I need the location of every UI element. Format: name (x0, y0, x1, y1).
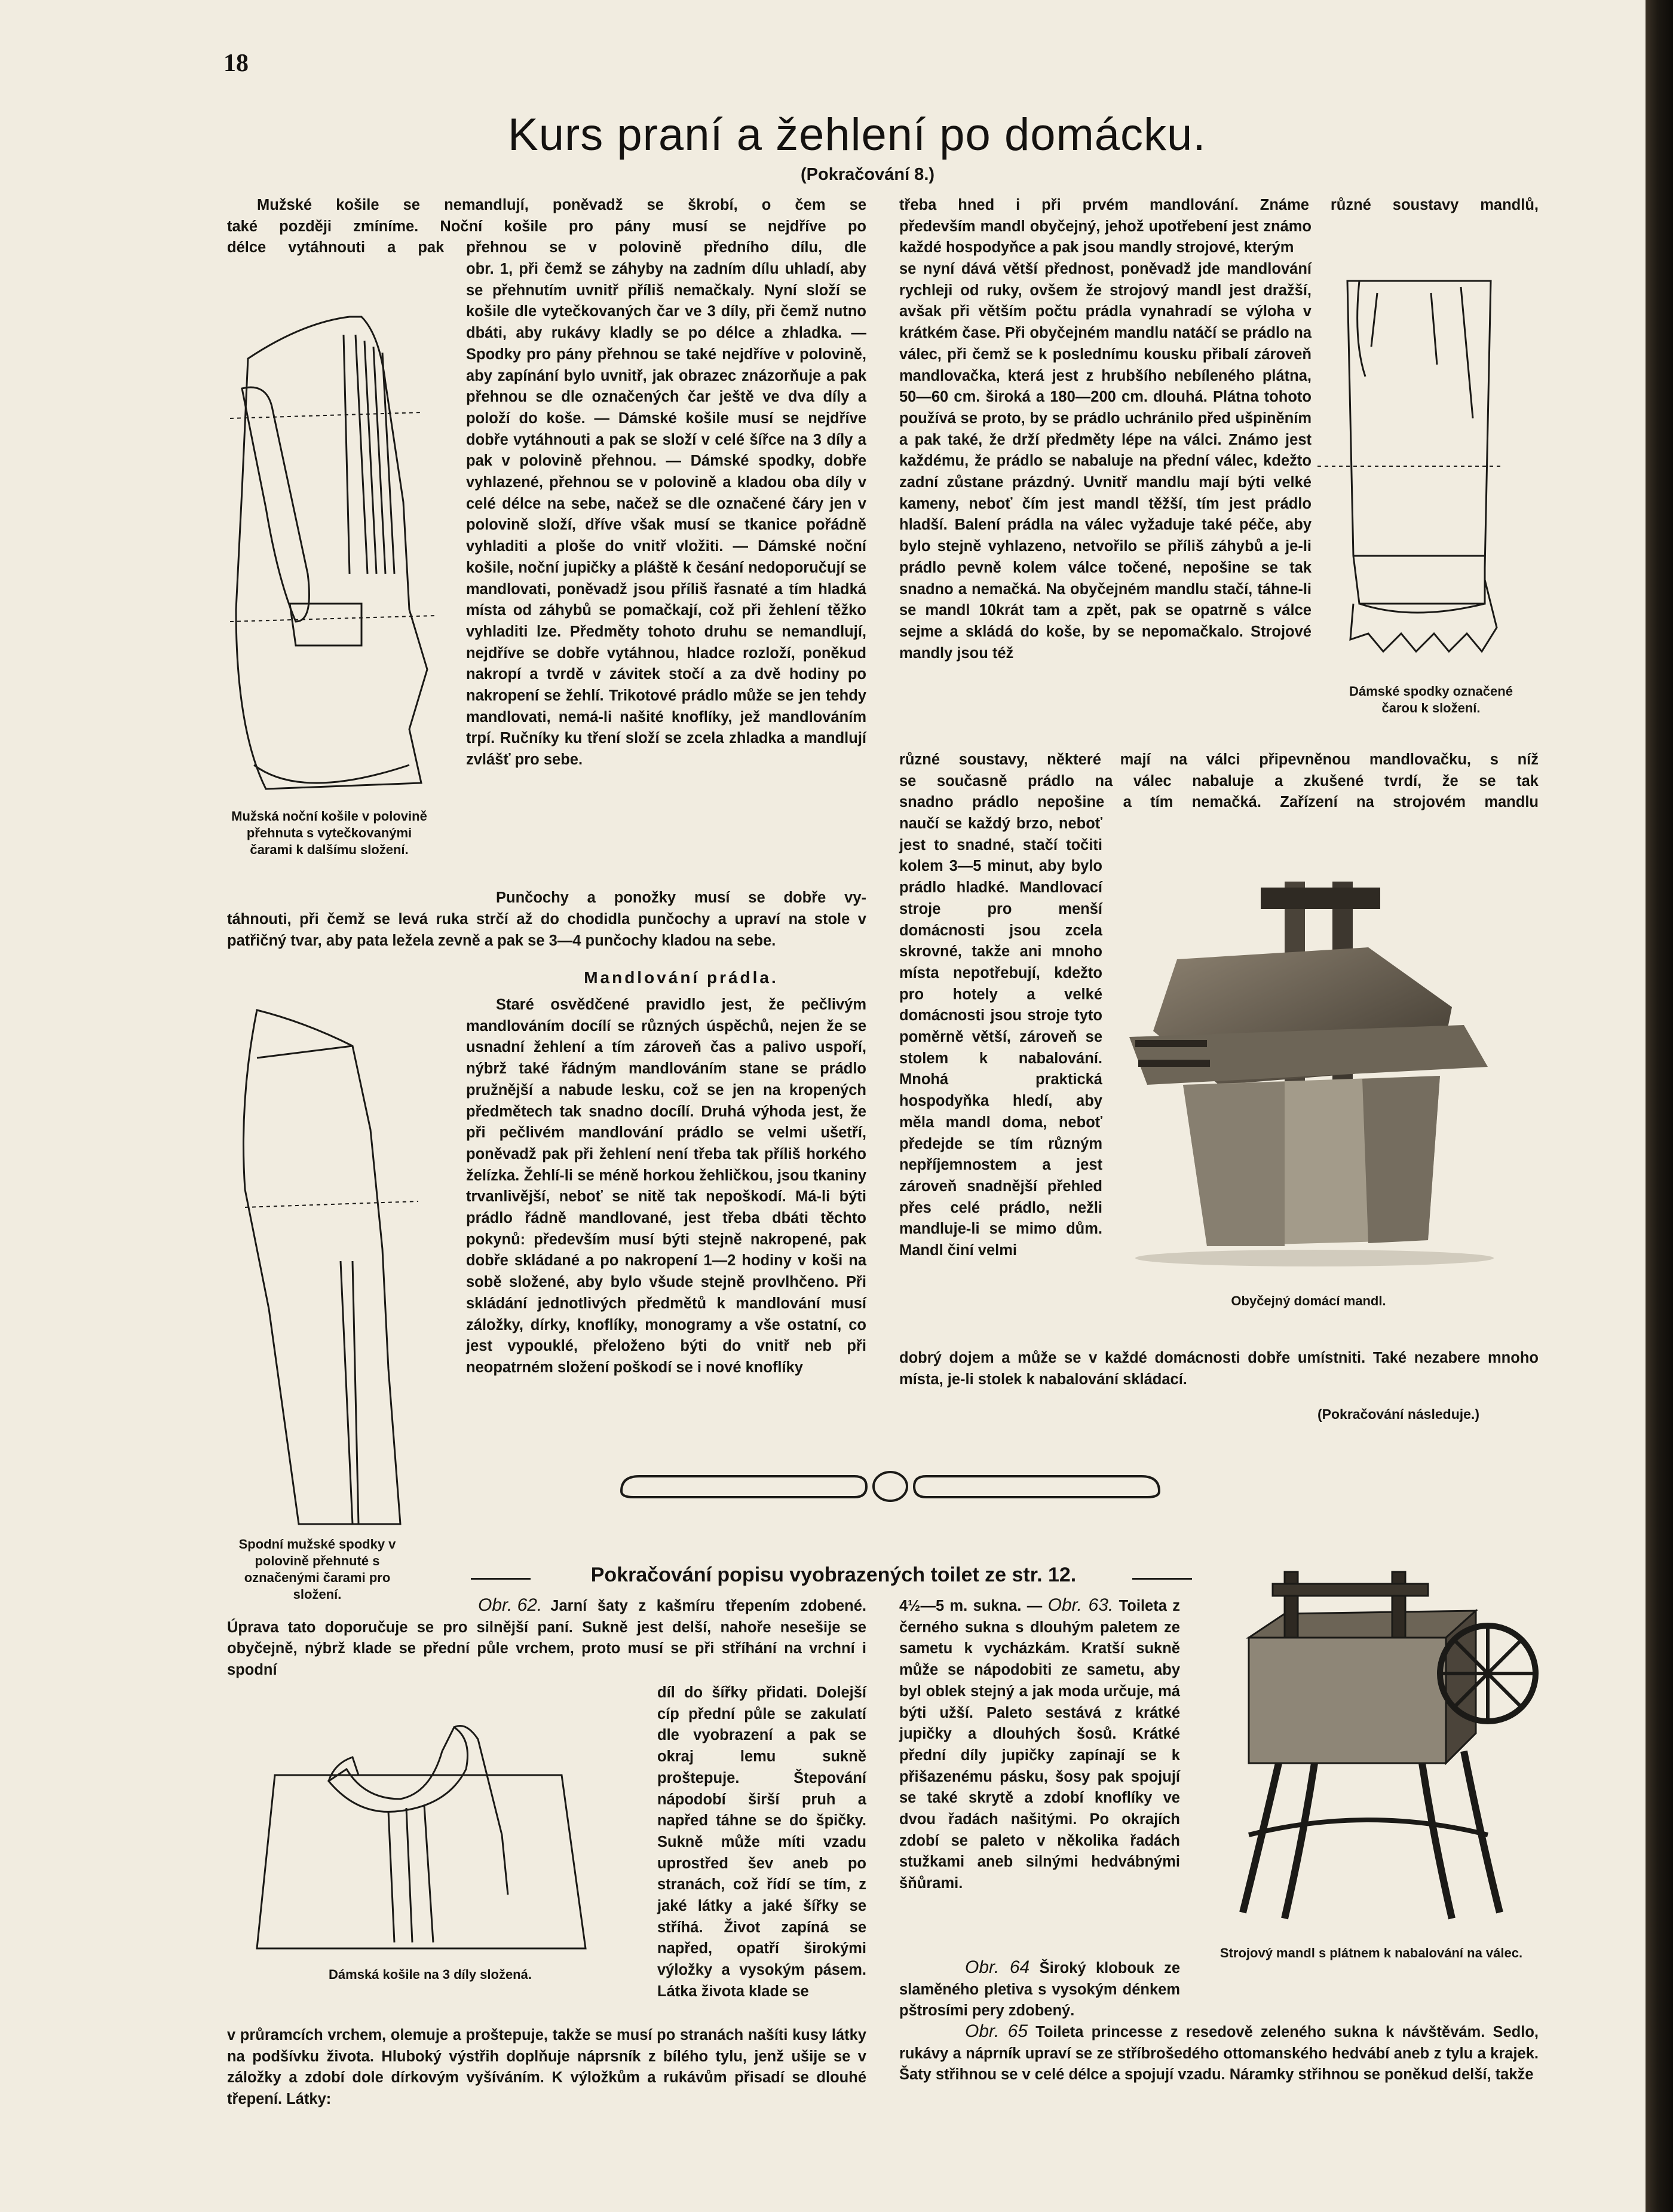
nightshirt-illustration (230, 311, 439, 795)
obr62-narrow: díl do šířky přidati. Dolejší cíp přední půle se zakulatí dle vyobrazení a pak se okraj lemu sukně proštepuje. Štepování nápodobí širší pruh a napřed táhne se do špičky. Sukně může míti vzadu uprostřed šev aneb po stranách, což řídí se tím, z jaké látky a jaké šířky se stříhá. Život zapíná se napřed, opatří širokými výložky a vysokým pásem. Látka života klade se (657, 1684, 866, 2000)
page-number: 18 (223, 50, 249, 77)
continued-note: (Pokračování následuje.) (1317, 1406, 1479, 1422)
obr64-block (899, 1957, 1180, 2022)
obr64-text: Široký klobouk ze slaměného pletiva s vysokým dénkem pštrosími pery zdobený. (899, 1960, 1180, 2020)
machine-mangle-caption: Strojový mandl s plátnem k nabalování na válec. (1219, 1945, 1523, 1960)
left-col-stockings-cont: táhnouti, při čemž se levá ruka strčí až do chodidla punčochy a upraví na stole v patřičný tvar, aby pata ležela zevně a pak se 3—4 punčochy kladou na sebe. (227, 911, 866, 949)
obr62-text: Jarní šaty z kašmíru třepením zdobené. Úprava tato doporučuje se pro silnější paní. Sukně jest delší, nahoře nesešije se obyčejně, nýbrž klade se přední půle vrchem, proto musí se při stříhání na vrchní i spodní (227, 1598, 866, 1679)
left-col-intro (227, 195, 866, 259)
plain-mangle-illustration (1105, 870, 1500, 1264)
right-col-narrow-text: se nyní dává větší přednost, poněvadž jde mandlování rychleji od ruky, ovšem že strojový mandl jest dražší, avšak při větším počtu prádla vynahradí se výloha v krátkém čase. Při obyčejném mandlu natáčí se prádlo na válec, při čemž se k poslednímu kousku přibalí zároveň mandlovačka, která jest z hrubšího nebíleného plátna, 50—60 cm. široká a 180—200 cm. dlouhá. Plátna tohoto používá se proto, by se prádlo uchránilo před ušpiněním a pak také, že drží předměty lépe na válci. Známo jest každému, že prádlo se nabaluje na přední válec, kdežto zadní zůstane prázdný. Uvnitř mandlu mají býti velké kameny, neboť čím jest mandl těžší, tím jest prádlo hladší. Balení prádla na válec vyžaduje také péče, aby bylo stejně vyhlazeno, netvořilo se příliš záhybů a je-li prádlo pevně kolem válce točené, nepošine se tak snadno a nemačká. Na obyčejném mandlu stačí, táhne-li se mandl 10krát tam a zpět, pak se opatrně s válce sejme a skládá do koše, by se nepomačkalo. Strojové mandly jsou též (899, 261, 1312, 662)
right-col-mangle-text: naučí se každý brzo, neboť jest to snadné, stačí točiti kolem 3—5 minut, aby bylo prádlo hladké. Mandlovací stroje pro menší domácnosti jsou zcela skrovné, takže ani mnoho místa nepotřebují, kdežto pro hotely a velké domácnosti jsou stroje tyto poměrně větší, zároveň se stolem k nabalování. Mnohá praktická hospodyňka hledí, aby měla mandl doma, neboť předejde se tím různým nepříjemnostem a jest zároveň snadnější přehled přes celé prádlo, nežli mandluje-li se mimo dům. Mandl činí velmi (899, 815, 1102, 1259)
machine-mangle-illustration (1213, 1554, 1542, 1936)
ladies-drawers-illustration (1341, 269, 1503, 675)
obr63-block (899, 1595, 1180, 1895)
ladies-drawers-caption: Dámské spodky označené čarou k složení. (1349, 684, 1513, 715)
obr62-end: v průramcích vrchem, olemuje a proštepuje, takže se musí po stranách našíti kusy látky na podšívku života. Hluboký výstřih doplňuje náprsník z bílého tylu, jenž ušije se v záložky a zdobí dole dírkovým vyšíváním. K výložkům a rukávům přisadí se dlouhé třepení. Látky: (227, 2027, 866, 2108)
mandlovani-text: Staré osvědčené pravidlo jest, že pečlivým mandlováním docílí se různých úspěchů, nejen že se usnadní žehlení a tím zároveň čas a palivo uspoří, nýbrž také řádným mandlováním stane se prádlo pružnější a nabude lesku, což se jen na kropených předmětech tak snadno docílí. Druhá výhoda jest, že při pečlivém mandlování prádlo se velmi ušetří, poněvadž pak při žehlení není třeba tak příliš horkého želízka. Žehlí-li se méně horkou žehličkou, jsou tkaniny trvanlivější, neboť se nitě tak nepoškodí. Má-li býti prádlo řádně mandlované, jest třeba dbáti těchto pokynů: především musí býti stejně nakropené, pak dobře skládané a po nakropení 1—2 hodiny v koši na sobě složené, aby bylo všude stejně provlhčeno. Při skládání jednotlivých předmětů k mandlování musí záložky, dírky, knoflíky, monogramy a vše ostatní, co jest vypouklé, přeloženo býti do vnitř neb při neopatrném složení poškodí se i nové knoflíky (466, 996, 866, 1376)
chemise-caption: Dámská košile na 3 díly složená. (329, 1967, 532, 1982)
rule-left (471, 1578, 531, 1580)
text-line: především mandl obyčejný, jehož upotřebení jest známo každé hospodyňce a pak jsou mandly strojové, kterým (899, 218, 1312, 256)
obr62-label: Obr. 62. (478, 1595, 543, 1615)
right-col-intro (899, 195, 1539, 259)
text-line: snadno prádlo nepošine a tím nemačká. Zařízení na strojovém mandlu (899, 794, 1539, 811)
text-line: různé soustavy, některé mají na válci připevněnou mandlovačku, s níž (899, 751, 1539, 768)
ornament-divider (615, 1467, 1165, 1503)
men-drawers-illustration (233, 1010, 430, 1530)
obr65-text: Toileta princesse z resedově zeleného sukna k návštěvám. Sedlo, rukávy a náprník upraví se ze stříbrošedého ottomanského hedvábí aneb z tylu a krajek. Šaty střihnou se v celé délce a spojují vzadu. Náramky střihnou se poněkud delší, takže (899, 2024, 1539, 2083)
text-line: Mužské košile se nemandlují, poněvadž se škrobí, o čem se (257, 197, 866, 213)
obr63-text: Toileta z černého sukna s dlouhým paletem ze sametu k vycházkám. Kratší sukně může se nápodobiti ze sametu, aby byl oblek stejný a jak moda určuje, má býti užší. Paleto sestává z krátké jupičky a dlouhých šosů. Krátké přední díly jupičky zapínají se k přišazenému pásku, šosy pak spojují se také skrytě a zdobí knoflíky ve dvou řadách našitými. Po okrajích zdobí se paleto v několika řadách stužkami aneb silnými hedvábnými šňůrami. (899, 1598, 1180, 1892)
left-col-narrow-text: obr. 1, při čemž se záhyby na zadním dílu uhladí, aby se přehnutím uvnitř příliš nemačkaly. Nyní složí se košile dle vytečkovaných čar ve 3 díly, při čemž nutno dbáti, aby rukávy kladly se po délce a zhladka. — Spodky pro pány přehnou se také nejdříve v polovině, aby zapínání bylo uvnitř, jak obrazec znázorňuje a pak přehnou se dle označených čar ještě ve dva díly a položí do koše. — Dámské košile musí se nejdříve dobře vytáhnouti a pak se složí v celé šířce na 3 díly a pak v polovině přehnou. — Dámské spodky, dobře vyhlazené, přehnou se v polovině a kladou oba díly v celé délce na sebe, načež se dle označené čáry jen v polovině složí, dříve však musí se tkanice pořádně vyhladiti a ploše do vnitř vložiti. — Dámské noční košile, noční jupičky a pláště k česání nedoporučují se mandlovati, poněvadž jsou příliš řasnaté a tím hladká místa od záhybů se pomačkají, což při žehlení těžko vyhladiti lze. Předměty tohoto druhu se nemandlují, nejdříve se dobře vytáhnou, hladce rozloží, poněkud nakropí a tvrdě v závitek stočí a za dvě hodiny po nakropení se žehlí. Trikotové prádlo může se jen tehdy mandlovati, nemá-li našité knoflíky, jež mandlováním trpí. Ručníky ku tření složí se zcela zhladka a mandlují zvlášť pro sebe. (466, 261, 866, 769)
right-col-full-lines (899, 749, 1539, 813)
book-binding-edge (1646, 0, 1673, 2212)
obr64-label: Obr. 64 (965, 1957, 1030, 1977)
toilets-heading: Pokračování popisu vyobrazených toilet ze str. 12. (590, 1564, 1077, 1586)
rule-right (1132, 1578, 1192, 1580)
article-subtitle: (Pokračování 8.) (801, 165, 935, 184)
nightshirt-caption: Mužská noční košile v polovině přehnuta s vytečkovanými čarami k dalšímu složení. (231, 809, 427, 857)
obr65-label: Obr. 65 (965, 2021, 1028, 2041)
obr63-pre: 4½—5 m. sukna. — (899, 1598, 1043, 1614)
men-drawers-caption: Spodní mužské spodky v polovině přehnuté s označenými čarami pro složení. (238, 1537, 396, 1602)
chemise-illustration (251, 1715, 592, 1960)
text-line: se současně prádlo na válec nabaluje a zkušené tvrdí, že se tak (899, 772, 1539, 790)
right-col-end-text: dobrý dojem a může se v každé domácnosti dobře umístniti. Také nezabere mnoho místa, je-li stolek k nabalování skládací. (899, 1350, 1539, 1388)
left-col-stockings-start: Punčochy a ponožky musí se dobře vy- (496, 889, 866, 906)
section-heading-mandlovani: Mandlování prádla. (584, 968, 779, 987)
text-line: také později zmíníme. Noční košile pro pány musí se nejdříve po (227, 218, 866, 235)
obr62-intro (227, 1595, 866, 1681)
obr65-block (899, 2021, 1539, 2086)
text-line: třeba hned i při prvém mandlování. Známe různé soustavy mandlů, (899, 197, 1539, 213)
plain-mangle-caption: Obyčejný domácí mandl. (1231, 1293, 1386, 1308)
article-title: Kurs praní a žehlení po domácku. (508, 109, 1206, 160)
obr63-label: Obr. 63. (1047, 1595, 1114, 1615)
text-line: délce vytáhnouti a pak přehnou se v polovině předního dílu, dle (227, 239, 866, 256)
